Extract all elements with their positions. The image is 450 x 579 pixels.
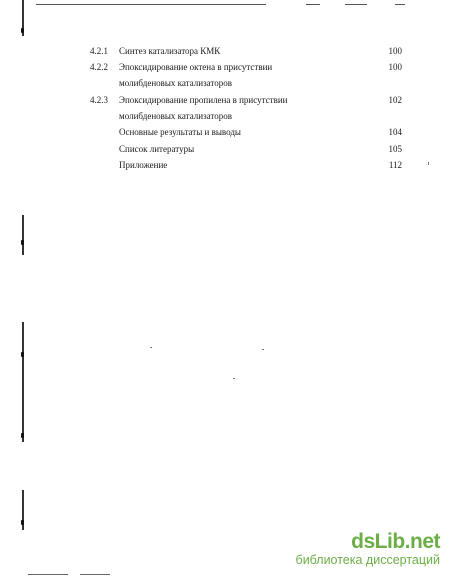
toc-entry-title-line: Основные результаты и выводы [119, 127, 241, 137]
toc-entry [0, 94, 450, 124]
toc-entry-title [119, 94, 369, 122]
toc-entry-title [119, 45, 369, 57]
scan-top-edge [306, 4, 320, 5]
toc-entry-page: 105 [388, 144, 402, 154]
scan-left-mark [21, 240, 24, 245]
scan-speck [150, 347, 152, 348]
scan-left-edge [22, 322, 24, 442]
toc-entry [0, 45, 450, 59]
toc-entry-title-line: Эпоксидирование октена в присутствии [119, 62, 273, 72]
toc-entry-page: 100 [388, 62, 402, 72]
toc-entry [0, 143, 450, 157]
toc-entry-title-line: молибденовых катализаторов [119, 111, 232, 121]
toc-entry [0, 126, 450, 140]
toc-entry-number: 4.2.1 [90, 46, 108, 56]
toc-entry-number: 4.2.3 [90, 95, 108, 105]
toc-entry-title-line: Приложение [119, 160, 168, 170]
toc-entry [0, 159, 450, 173]
toc-entry-page: 104 [388, 127, 402, 137]
scan-bottom-edge [80, 574, 110, 575]
scan-top-edge [395, 4, 405, 5]
scan-left-mark [21, 433, 24, 438]
scan-top-edge [345, 4, 367, 5]
toc-entry-page: 112 [388, 160, 402, 170]
toc-entry-title [119, 143, 369, 155]
toc-entry-title-line: Список литературы [119, 144, 195, 154]
toc-entry-title [119, 159, 369, 171]
scan-top-edge [36, 4, 266, 5]
toc-entry-title-line: молибденовых катализаторов [119, 78, 232, 88]
watermark-logo: dsLib.net [351, 530, 440, 553]
scan-speck [262, 349, 264, 350]
toc-entry-title [119, 61, 369, 89]
scan-bottom-edge [28, 574, 68, 575]
watermark [296, 531, 440, 567]
scan-left-mark [21, 28, 24, 33]
scan-speck [233, 378, 235, 379]
scan-left-edge [22, 215, 24, 255]
toc-entry [0, 61, 450, 91]
toc-entry-number: 4.2.2 [90, 62, 108, 72]
toc-entry-page: 102 [388, 95, 402, 105]
toc-entry-title [119, 126, 369, 138]
toc-entry-page: 100 [388, 46, 402, 56]
scan-left-mark [21, 520, 24, 525]
watermark-subtitle: библиотека диссертаций [295, 553, 440, 567]
toc-entry-title-line: Синтез катализатора КМК [119, 46, 221, 56]
toc-entry-title-line: Эпоксидирование пропилена в присутствии [119, 95, 288, 105]
scan-left-mark [21, 352, 24, 357]
